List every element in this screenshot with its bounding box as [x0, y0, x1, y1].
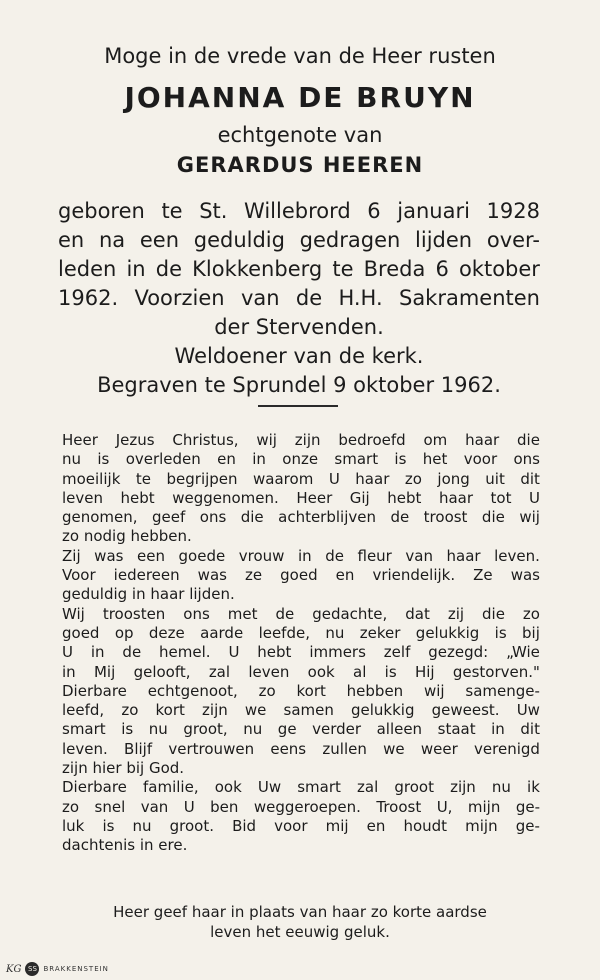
prayer-line: genomen, geef ons die achterblijven de troost die wij [62, 508, 540, 527]
bio-line: 1962. Voorzien van de H.H. Sakramenten [58, 286, 540, 310]
prayer-line: in Mij gelooft, zal leven ook al is Hij gestorven." [62, 662, 540, 681]
prayer-line: Zij was een goede vrouw in de fleur van haar leven. [62, 546, 540, 565]
prayer-line: leven. Blijf vertrouwen eens zullen we weer verenigd [62, 739, 540, 758]
bio-line: geboren te St. Willebrord 6 januari 1928 [58, 199, 540, 223]
spouse-label: echtgenote van [217, 123, 383, 147]
prayer-line: geduldig in haar lijden. [62, 585, 235, 604]
printer-name: BRAKKENSTEIN [43, 965, 109, 973]
prayer-line: leefd, zo kort zijn we samen gelukkig geweest. Uw [62, 701, 540, 720]
ss-badge-icon: SS [25, 962, 39, 976]
bio-line: Begraven te Sprundel 9 oktober 1962. [97, 373, 501, 397]
prayer-line: Heer Jezus Christus, wij zijn bedroefd om haar die [62, 431, 540, 449]
prayer-text [62, 431, 540, 856]
kg-monogram-icon: KG [6, 963, 22, 975]
prayer-line: U in de hemel. U hebt immers zelf gezegd: „Wie [62, 643, 540, 662]
motto: Moge in de vrede van de Heer rusten [104, 44, 496, 68]
prayer-line: nu is overleden en in onze smart is het voor ons [62, 450, 540, 469]
prayer-line: Voor iedereen was ze goed en vriendelijk. Ze was [62, 566, 540, 585]
closing-line: leven het eeuwig geluk. [210, 922, 390, 941]
prayer-line: luk is nu groot. Bid voor mij en houdt mijn ge- [62, 816, 540, 835]
spouse-name: GERARDUS HEEREN [176, 153, 424, 177]
prayer-line: moeilijk te begrijpen waarom U haar zo jong uit dit [62, 469, 540, 488]
prayer-line: goed op deze aarde leefde, nu zeker gelukkig is bij [62, 623, 540, 642]
biography [58, 197, 540, 400]
bio-line: der Stervenden. [214, 315, 384, 339]
bio-line: Weldoener van de kerk. [174, 344, 424, 368]
bio-line: en na een geduldig gedragen lijden over- [58, 228, 540, 252]
prayer-line: smart is nu groot, nu ge verder alleen staat in dit [62, 720, 540, 739]
prayer-line: zo nodig hebben. [62, 527, 192, 546]
deceased-name: JOHANNA DE BRUYN [124, 81, 476, 114]
prayer-line: dachtenis in ere. [62, 836, 188, 855]
closing-line: Heer geef haar in plaats van haar zo korte aardse [113, 903, 487, 921]
prayer-line: zo snel van U ben weggeroepen. Troost U, mijn ge- [62, 797, 540, 816]
prayer-line: zijn hier bij God. [62, 759, 185, 778]
prayer-line: leven hebt weggenomen. Heer Gij hebt haar tot U [62, 488, 540, 507]
closing-prayer [60, 903, 540, 942]
divider [258, 405, 338, 407]
bio-line: leden in de Klokkenberg te Breda 6 oktober [58, 257, 540, 281]
prayer-line: Dierbare familie, ook Uw smart zal groot zijn nu ik [62, 778, 540, 797]
prayer-line: Dierbare echtgenoot, zo kort hebben wij samenge- [62, 681, 540, 700]
prayer-line: Wij troosten ons met de gedachte, dat zij die zo [62, 604, 540, 623]
printer-mark [6, 960, 109, 978]
